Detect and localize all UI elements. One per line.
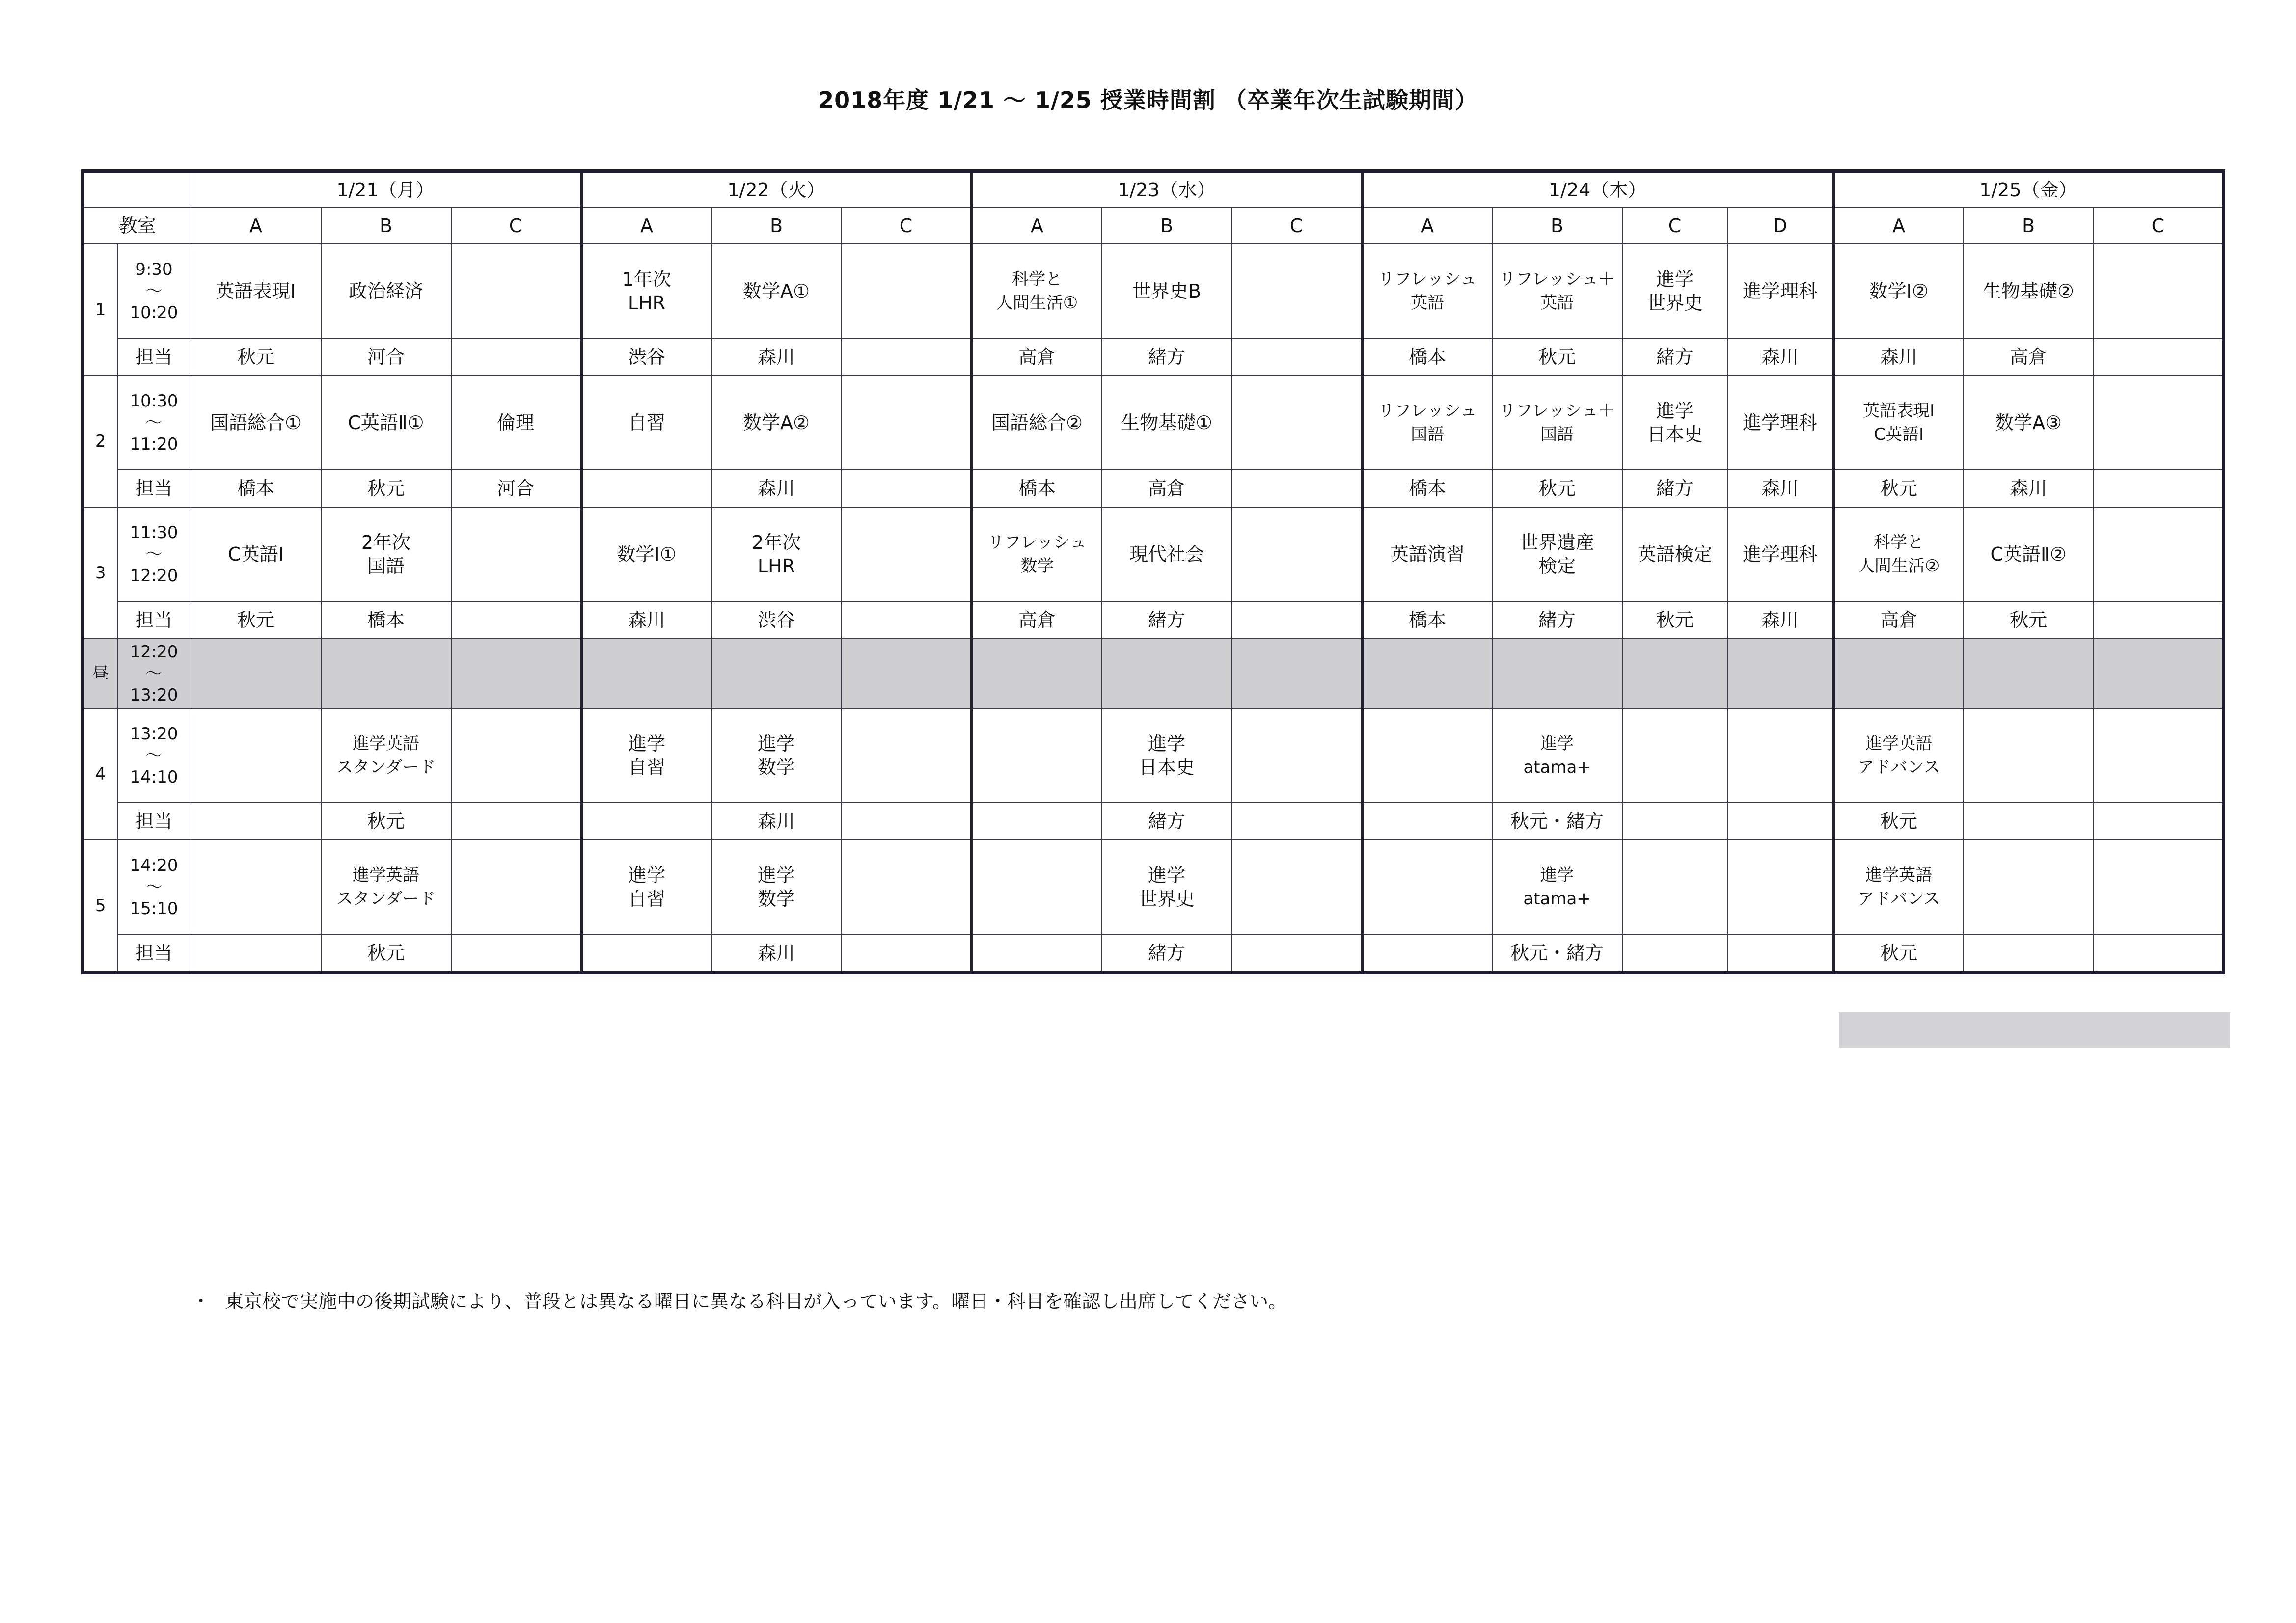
teacher-cell: 森川 xyxy=(711,803,842,840)
period-row xyxy=(83,507,2224,601)
room-header: D xyxy=(1728,208,1833,244)
teacher-cell: 秋元 xyxy=(191,601,321,639)
teacher-cell: 渋谷 xyxy=(581,338,711,376)
teacher-cell xyxy=(2094,601,2224,639)
teacher-cell: 緒方 xyxy=(1102,803,1232,840)
period-row xyxy=(83,376,2224,470)
period-number: 5 xyxy=(83,840,117,973)
teacher-cell xyxy=(842,470,972,507)
subject-cell xyxy=(1232,840,1362,934)
teacher-label: 担当 xyxy=(117,934,191,973)
teacher-cell xyxy=(581,934,711,973)
subject-cell: 英語表現Ⅰ xyxy=(191,244,321,338)
lunch-cell xyxy=(1102,639,1232,708)
subject-cell: 数学Ⅰ① xyxy=(581,507,711,601)
period-time: 10:30 〜 11:20 xyxy=(117,376,191,470)
subject-cell: 生物基礎② xyxy=(1964,244,2094,338)
room-header: B xyxy=(321,208,451,244)
teacher-row xyxy=(83,934,2224,973)
period-row xyxy=(83,840,2224,934)
day-header: 1/21（月） xyxy=(191,171,581,208)
subject-cell xyxy=(842,840,972,934)
subject-cell xyxy=(191,840,321,934)
period-number: 2 xyxy=(83,376,117,507)
subject-cell: 進学 日本史 xyxy=(1622,376,1728,470)
teacher-cell xyxy=(1728,934,1833,973)
subject-cell: 進学 自習 xyxy=(581,708,711,803)
room-header: B xyxy=(711,208,842,244)
teacher-cell: 橋本 xyxy=(1362,338,1492,376)
room-header: A xyxy=(581,208,711,244)
teacher-cell xyxy=(2094,803,2224,840)
teacher-cell: 秋元 xyxy=(321,470,451,507)
subject-cell: 進学 数学 xyxy=(711,708,842,803)
teacher-cell: 橋本 xyxy=(321,601,451,639)
teacher-cell xyxy=(842,601,972,639)
teacher-cell: 森川 xyxy=(1964,470,2094,507)
subject-cell: 自習 xyxy=(581,376,711,470)
room-header: C xyxy=(451,208,581,244)
teacher-cell: 緒方 xyxy=(1102,934,1232,973)
subject-cell xyxy=(1964,708,2094,803)
lunch-time: 12:20 〜 13:20 xyxy=(117,639,191,708)
teacher-cell xyxy=(842,803,972,840)
teacher-cell xyxy=(1362,803,1492,840)
subject-cell xyxy=(1964,840,2094,934)
room-header: A xyxy=(1362,208,1492,244)
subject-cell: 2年次 LHR xyxy=(711,507,842,601)
subject-cell: 倫理 xyxy=(451,376,581,470)
room-header: C xyxy=(2094,208,2224,244)
room-header: C xyxy=(1622,208,1728,244)
subject-cell xyxy=(842,244,972,338)
teacher-cell xyxy=(2094,934,2224,973)
subject-cell xyxy=(451,507,581,601)
teacher-cell: 森川 xyxy=(1728,470,1833,507)
teacher-cell: 高倉 xyxy=(1964,338,2094,376)
period-row xyxy=(83,708,2224,803)
subject-cell: 進学理科 xyxy=(1728,507,1833,601)
subject-cell: 進学理科 xyxy=(1728,244,1833,338)
teacher-cell: 森川 xyxy=(1728,601,1833,639)
lunch-cell xyxy=(1728,639,1833,708)
room-header: C xyxy=(842,208,972,244)
teacher-cell: 渋谷 xyxy=(711,601,842,639)
teacher-cell: 秋元 xyxy=(321,934,451,973)
lunch-cell xyxy=(451,639,581,708)
timetable xyxy=(81,169,2225,974)
teacher-cell: 森川 xyxy=(1728,338,1833,376)
footnote-text: 東京校で実施中の後期試験により、普段とは異なる曜日に異なる科目が入っています。曜日・科目を確認し出席してください。 xyxy=(225,1291,1287,1312)
teacher-row xyxy=(83,803,2224,840)
page-title: 2018年度 1/21 〜 1/25 授業時間割 （卒業年次生試験期間） xyxy=(818,87,1478,113)
subject-cell: リフレッシュ 英語 xyxy=(1362,244,1492,338)
subject-cell xyxy=(972,840,1102,934)
teacher-cell xyxy=(1232,338,1362,376)
teacher-cell: 高倉 xyxy=(972,338,1102,376)
subject-cell: 英語演習 xyxy=(1362,507,1492,601)
subject-cell xyxy=(451,840,581,934)
lunch-cell xyxy=(1833,639,1964,708)
period-number: 1 xyxy=(83,244,117,376)
room-header: A xyxy=(1833,208,1964,244)
teacher-cell xyxy=(972,934,1102,973)
subject-cell: C英語Ⅱ① xyxy=(321,376,451,470)
header-corner xyxy=(83,171,191,208)
teacher-cell: 秋元 xyxy=(1833,803,1964,840)
lunch-cell xyxy=(711,639,842,708)
footnote xyxy=(191,1286,1287,1313)
lunch-cell xyxy=(321,639,451,708)
period-time: 9:30 〜 10:20 xyxy=(117,244,191,338)
lunch-cell xyxy=(581,639,711,708)
teacher-label: 担当 xyxy=(117,338,191,376)
teacher-cell: 森川 xyxy=(711,338,842,376)
teacher-cell: 秋元 xyxy=(1833,470,1964,507)
teacher-cell: 森川 xyxy=(581,601,711,639)
room-header: A xyxy=(972,208,1102,244)
lunch-cell xyxy=(1362,639,1492,708)
teacher-cell xyxy=(451,601,581,639)
period-time: 13:20 〜 14:10 xyxy=(117,708,191,803)
lunch-cell xyxy=(1232,639,1362,708)
subject-cell: 数学Ⅰ② xyxy=(1833,244,1964,338)
subject-cell: 進学 世界史 xyxy=(1102,840,1232,934)
teacher-cell xyxy=(1964,803,2094,840)
lunch-cell xyxy=(1964,639,2094,708)
subject-cell: C英語Ⅱ② xyxy=(1964,507,2094,601)
subject-cell xyxy=(451,244,581,338)
teacher-cell: 緒方 xyxy=(1102,338,1232,376)
teacher-cell: 高倉 xyxy=(1833,601,1964,639)
subject-cell xyxy=(842,708,972,803)
subject-cell xyxy=(842,507,972,601)
subject-cell: 世界遺産 検定 xyxy=(1492,507,1622,601)
lunch-cell xyxy=(842,639,972,708)
day-header: 1/23（水） xyxy=(972,171,1362,208)
teacher-cell xyxy=(2094,470,2224,507)
classroom-label: 教室 xyxy=(83,208,191,244)
subject-cell xyxy=(2094,840,2224,934)
teacher-cell: 秋元 xyxy=(1833,934,1964,973)
subject-cell: 世界史B xyxy=(1102,244,1232,338)
subject-cell: 1年次 LHR xyxy=(581,244,711,338)
lunch-cell xyxy=(191,639,321,708)
subject-cell: 進学 数学 xyxy=(711,840,842,934)
teacher-cell xyxy=(972,803,1102,840)
subject-cell: 政治経済 xyxy=(321,244,451,338)
room-header: A xyxy=(191,208,321,244)
redacted-box xyxy=(1839,1012,2230,1048)
subject-cell xyxy=(1232,244,1362,338)
subject-cell: 進学 自習 xyxy=(581,840,711,934)
room-header: B xyxy=(1964,208,2094,244)
teacher-cell xyxy=(1964,934,2094,973)
subject-cell: 進学 atama+ xyxy=(1492,708,1622,803)
teacher-cell xyxy=(1728,803,1833,840)
teacher-cell xyxy=(451,934,581,973)
teacher-cell: 橋本 xyxy=(972,470,1102,507)
teacher-row xyxy=(83,338,2224,376)
subject-cell: 数学A② xyxy=(711,376,842,470)
room-header: B xyxy=(1102,208,1232,244)
subject-cell: 数学A① xyxy=(711,244,842,338)
lunch-row xyxy=(83,639,2224,708)
subject-cell xyxy=(1622,708,1728,803)
subject-cell: 科学と 人間生活② xyxy=(1833,507,1964,601)
subject-cell xyxy=(1232,376,1362,470)
teacher-cell: 緒方 xyxy=(1622,470,1728,507)
teacher-cell xyxy=(581,470,711,507)
period-number: 4 xyxy=(83,708,117,840)
subject-cell: 英語表現Ⅰ C英語Ⅰ xyxy=(1833,376,1964,470)
subject-cell xyxy=(2094,507,2224,601)
teacher-label: 担当 xyxy=(117,803,191,840)
teacher-cell: 高倉 xyxy=(1102,470,1232,507)
room-header: B xyxy=(1492,208,1622,244)
teacher-cell xyxy=(1232,803,1362,840)
teacher-label: 担当 xyxy=(117,470,191,507)
teacher-row xyxy=(83,470,2224,507)
teacher-cell xyxy=(1622,934,1728,973)
teacher-cell xyxy=(1362,934,1492,973)
teacher-cell: 秋元・緒方 xyxy=(1492,803,1622,840)
date-header-row xyxy=(83,171,2224,208)
teacher-cell: 森川 xyxy=(1833,338,1964,376)
day-header: 1/25（金） xyxy=(1833,171,2224,208)
teacher-cell: 秋元 xyxy=(1964,601,2094,639)
subject-cell: 英語検定 xyxy=(1622,507,1728,601)
subject-cell: リフレッシュ 数学 xyxy=(972,507,1102,601)
subject-cell: 進学 世界史 xyxy=(1622,244,1728,338)
subject-cell: 生物基礎① xyxy=(1102,376,1232,470)
teacher-cell: 森川 xyxy=(711,934,842,973)
teacher-cell xyxy=(2094,338,2224,376)
subject-cell: 国語総合② xyxy=(972,376,1102,470)
subject-cell xyxy=(1622,840,1728,934)
teacher-cell xyxy=(842,934,972,973)
subject-cell: 科学と 人間生活① xyxy=(972,244,1102,338)
teacher-cell xyxy=(191,803,321,840)
subject-cell xyxy=(842,376,972,470)
teacher-cell: 河合 xyxy=(451,470,581,507)
subject-cell: 進学英語 アドバンス xyxy=(1833,708,1964,803)
subject-cell xyxy=(1728,708,1833,803)
teacher-cell xyxy=(1622,803,1728,840)
subject-cell: リフレッシュ＋ 国語 xyxy=(1492,376,1622,470)
teacher-cell: 橋本 xyxy=(1362,601,1492,639)
subject-cell: 進学英語 スタンダード xyxy=(321,708,451,803)
subject-cell xyxy=(2094,244,2224,338)
subject-cell: 現代社会 xyxy=(1102,507,1232,601)
teacher-cell: 緒方 xyxy=(1102,601,1232,639)
lunch-cell xyxy=(2094,639,2224,708)
period-time: 11:30 〜 12:20 xyxy=(117,507,191,601)
lunch-cell xyxy=(1492,639,1622,708)
teacher-cell: 秋元 xyxy=(1622,601,1728,639)
subject-cell xyxy=(191,708,321,803)
teacher-cell: 秋元 xyxy=(321,803,451,840)
teacher-cell xyxy=(581,803,711,840)
subject-cell: 2年次 国語 xyxy=(321,507,451,601)
room-header: C xyxy=(1232,208,1362,244)
subject-cell: 進学英語 スタンダード xyxy=(321,840,451,934)
teacher-cell: 秋元 xyxy=(1492,338,1622,376)
subject-cell: C英語Ⅰ xyxy=(191,507,321,601)
footnote-bullet: ・ xyxy=(191,1291,211,1312)
teacher-row xyxy=(83,601,2224,639)
teacher-cell: 秋元 xyxy=(1492,470,1622,507)
teacher-cell: 橋本 xyxy=(191,470,321,507)
teacher-cell xyxy=(1232,601,1362,639)
teacher-cell xyxy=(191,934,321,973)
room-header-row xyxy=(83,208,2224,244)
subject-cell: リフレッシュ 国語 xyxy=(1362,376,1492,470)
subject-cell xyxy=(451,708,581,803)
subject-cell xyxy=(1362,840,1492,934)
lunch-cell xyxy=(1622,639,1728,708)
teacher-cell: 高倉 xyxy=(972,601,1102,639)
lunch-label: 昼 xyxy=(83,639,117,708)
teacher-cell: 橋本 xyxy=(1362,470,1492,507)
day-header: 1/24（木） xyxy=(1362,171,1833,208)
subject-cell xyxy=(972,708,1102,803)
teacher-cell xyxy=(1232,934,1362,973)
subject-cell: 進学理科 xyxy=(1728,376,1833,470)
teacher-label: 担当 xyxy=(117,601,191,639)
teacher-cell: 緒方 xyxy=(1622,338,1728,376)
period-time: 14:20 〜 15:10 xyxy=(117,840,191,934)
subject-cell xyxy=(2094,708,2224,803)
subject-cell xyxy=(2094,376,2224,470)
lunch-cell xyxy=(972,639,1102,708)
subject-cell: 進学英語 アドバンス xyxy=(1833,840,1964,934)
teacher-cell: 河合 xyxy=(321,338,451,376)
teacher-cell: 秋元 xyxy=(191,338,321,376)
subject-cell xyxy=(1362,708,1492,803)
subject-cell xyxy=(1728,840,1833,934)
teacher-cell xyxy=(451,338,581,376)
subject-cell xyxy=(1232,708,1362,803)
subject-cell: 進学 日本史 xyxy=(1102,708,1232,803)
period-number: 3 xyxy=(83,507,117,639)
subject-cell: 国語総合① xyxy=(191,376,321,470)
teacher-cell: 森川 xyxy=(711,470,842,507)
teacher-cell xyxy=(842,338,972,376)
subject-cell xyxy=(1232,507,1362,601)
subject-cell: 進学 atama+ xyxy=(1492,840,1622,934)
teacher-cell xyxy=(1232,470,1362,507)
subject-cell: 数学A③ xyxy=(1964,376,2094,470)
day-header: 1/22（火） xyxy=(581,171,972,208)
subject-cell: リフレッシュ＋ 英語 xyxy=(1492,244,1622,338)
teacher-cell xyxy=(451,803,581,840)
teacher-cell: 緒方 xyxy=(1492,601,1622,639)
period-row xyxy=(83,244,2224,338)
teacher-cell: 秋元・緒方 xyxy=(1492,934,1622,973)
